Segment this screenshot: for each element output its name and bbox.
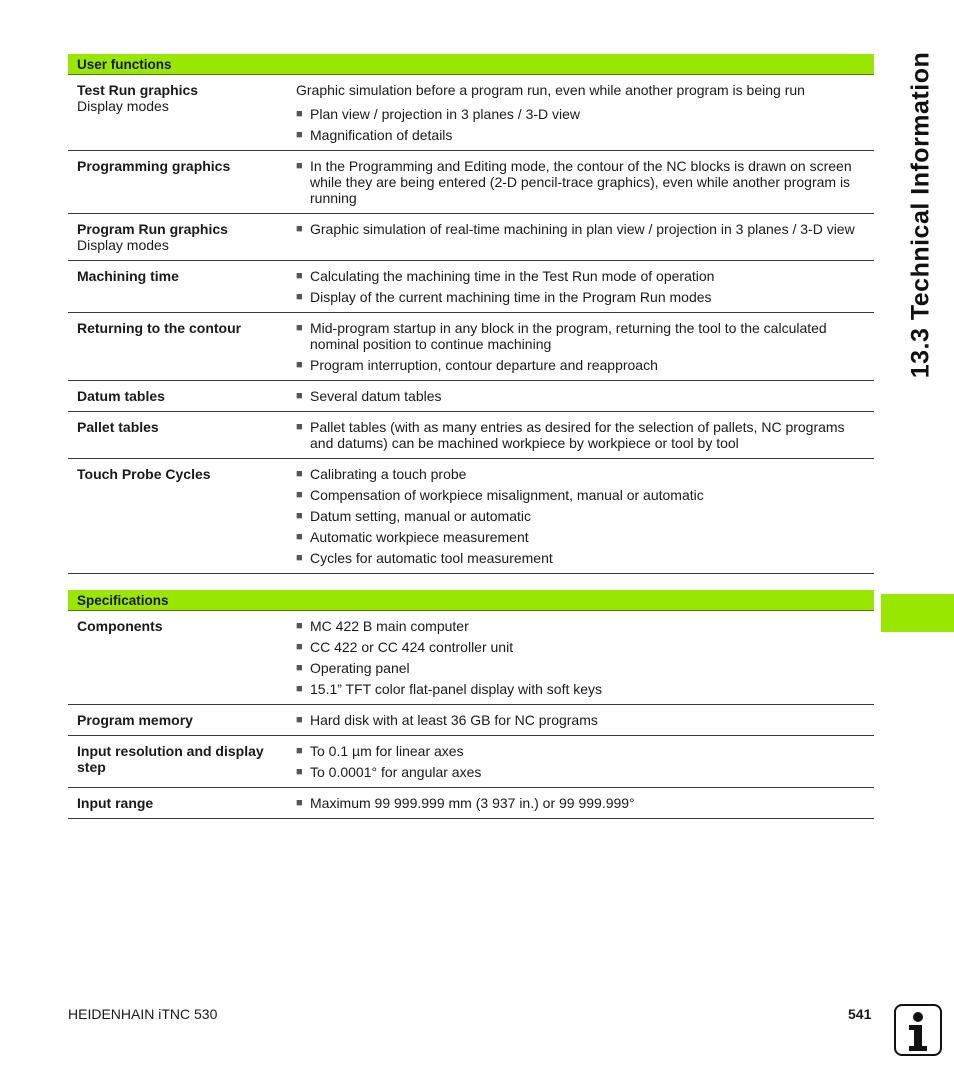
list-item-text: Mid-program startup in any block in the program, returning the tool to the calculated nominal position to continue machining	[310, 320, 827, 352]
list-item	[296, 529, 866, 545]
row-title: Input range	[77, 795, 154, 811]
square-bullet-icon: ■	[296, 766, 303, 778]
list-item-text: In the Programming and Editing mode, the contour of the NC blocks is drawn on screen while they are being entered (2-D pencil-trace graphics), even while another program is running	[310, 158, 852, 206]
square-bullet-icon: ■	[296, 160, 303, 172]
table-row	[68, 788, 874, 819]
row-label	[68, 388, 296, 404]
section-title-vertical	[899, 50, 943, 380]
row-value	[296, 221, 874, 253]
list-item-text: Program interruption, contour departure and reapproach	[310, 357, 658, 373]
table-row	[68, 705, 874, 736]
list-item	[296, 221, 866, 237]
row-subtitle: Display modes	[77, 98, 169, 114]
square-bullet-icon: ■	[296, 489, 303, 501]
square-bullet-icon: ■	[296, 552, 303, 564]
square-bullet-icon: ■	[296, 468, 303, 480]
list-item	[296, 466, 866, 482]
row-label	[68, 221, 296, 253]
row-label	[68, 268, 296, 305]
list-item	[296, 357, 866, 373]
row-title: Program Run graphics	[77, 221, 228, 237]
square-bullet-icon: ■	[296, 797, 303, 809]
table-row	[68, 459, 874, 574]
user-functions-table	[68, 54, 874, 574]
square-bullet-icon: ■	[296, 662, 303, 674]
row-label	[68, 82, 296, 143]
square-bullet-icon: ■	[296, 510, 303, 522]
table-row	[68, 313, 874, 381]
list-item	[296, 419, 866, 451]
list-item	[296, 639, 866, 655]
list-item	[296, 289, 866, 305]
row-label	[68, 320, 296, 373]
row-label	[68, 466, 296, 566]
specifications-header: Specifications	[68, 590, 874, 611]
row-value	[296, 388, 874, 404]
square-bullet-icon: ■	[296, 683, 303, 695]
row-description: Graphic simulation before a program run, even while another program is being run	[296, 82, 805, 98]
table-row	[68, 412, 874, 459]
list-item-text: Automatic workpiece measurement	[310, 529, 529, 545]
specifications-table	[68, 590, 874, 819]
list-item-text: Pallet tables (with as many entries as desired for the selection of pallets, NC programs and datums) can be machined workpiece by workpiece or tool by tool	[310, 419, 845, 451]
user-functions-header: User functions	[68, 54, 874, 75]
square-bullet-icon: ■	[296, 291, 303, 303]
row-value	[296, 268, 874, 305]
list-item	[296, 795, 866, 811]
square-bullet-icon: ■	[296, 270, 303, 282]
list-item	[296, 127, 866, 143]
list-item-text: Plan view / projection in 3 planes / 3-D view	[310, 106, 581, 122]
row-title: Pallet tables	[77, 419, 159, 435]
list-item-text: To 0.0001° for angular axes	[310, 764, 482, 780]
list-item	[296, 158, 866, 206]
table-row	[68, 261, 874, 313]
list-item-text: Graphic simulation of real-time machining in plan view / projection in 3 planes / 3-D view	[310, 221, 855, 237]
info-icon	[894, 1004, 942, 1056]
row-value	[296, 158, 874, 206]
list-item	[296, 487, 866, 503]
row-value	[296, 419, 874, 451]
list-item	[296, 106, 866, 122]
table-row	[68, 214, 874, 261]
list-item-text: Cycles for automatic tool measurement	[310, 550, 553, 566]
square-bullet-icon: ■	[296, 531, 303, 543]
row-label	[68, 419, 296, 451]
list-item	[296, 388, 866, 404]
row-title: Program memory	[77, 712, 193, 728]
square-bullet-icon: ■	[296, 620, 303, 632]
list-item-text: CC 422 or CC 424 controller unit	[310, 639, 514, 655]
list-item	[296, 320, 866, 352]
square-bullet-icon: ■	[296, 223, 303, 235]
list-item-text: Display of the current machining time in the Program Run modes	[310, 289, 712, 305]
page-number: 541	[848, 1006, 872, 1022]
list-item	[296, 508, 866, 524]
row-value	[296, 795, 874, 811]
table-row	[68, 151, 874, 214]
list-item-text: Magnification of details	[310, 127, 453, 143]
row-value	[296, 712, 874, 728]
list-item-text: Several datum tables	[310, 388, 442, 404]
table-row	[68, 75, 874, 151]
list-item	[296, 681, 866, 697]
row-label	[68, 158, 296, 206]
row-value	[296, 320, 874, 373]
list-item	[296, 268, 866, 284]
chapter-tab-marker	[881, 594, 954, 632]
row-title: Touch Probe Cycles	[77, 466, 211, 482]
square-bullet-icon: ■	[296, 129, 303, 141]
row-title: Test Run graphics	[77, 82, 199, 98]
row-title: Programming graphics	[77, 158, 231, 174]
row-label	[68, 795, 296, 811]
list-item-text: Maximum 99 999.999 mm (3 937 in.) or 99 999.999°	[310, 795, 635, 811]
row-label	[68, 618, 296, 697]
row-value	[296, 466, 874, 566]
table-row	[68, 381, 874, 412]
list-item-text: 15.1” TFT color flat-panel display with soft keys	[310, 681, 603, 697]
row-value	[296, 82, 874, 143]
row-title: Input resolution and display step	[77, 743, 264, 775]
row-title: Machining time	[77, 268, 179, 284]
specifications-rows	[68, 611, 874, 819]
list-item	[296, 618, 866, 634]
list-item-text: Calibrating a touch probe	[310, 466, 467, 482]
row-label	[68, 743, 296, 780]
list-item-text: Operating panel	[310, 660, 410, 676]
list-item-text: To 0.1 µm for linear axes	[310, 743, 464, 759]
square-bullet-icon: ■	[296, 390, 303, 402]
square-bullet-icon: ■	[296, 108, 303, 120]
square-bullet-icon: ■	[296, 745, 303, 757]
list-item	[296, 660, 866, 676]
manual-title: HEIDENHAIN iTNC 530	[68, 1006, 218, 1022]
list-item	[296, 764, 866, 780]
user-functions-rows	[68, 75, 874, 574]
row-title: Components	[77, 618, 163, 634]
row-title: Datum tables	[77, 388, 165, 404]
table-row	[68, 736, 874, 788]
list-item-text: Datum setting, manual or automatic	[310, 508, 531, 524]
row-value	[296, 618, 874, 697]
square-bullet-icon: ■	[296, 641, 303, 653]
table-row	[68, 611, 874, 705]
square-bullet-icon: ■	[296, 421, 303, 433]
list-item	[296, 712, 866, 728]
list-item-text: Calculating the machining time in the Test Run mode of operation	[310, 268, 715, 284]
square-bullet-icon: ■	[296, 322, 303, 334]
list-item-text: MC 422 B main computer	[310, 618, 469, 634]
list-item-text: Compensation of workpiece misalignment, manual or automatic	[310, 487, 704, 503]
row-subtitle: Display modes	[77, 237, 169, 253]
list-item	[296, 550, 866, 566]
row-label	[68, 712, 296, 728]
row-value	[296, 743, 874, 780]
list-item	[296, 743, 866, 759]
square-bullet-icon: ■	[296, 714, 303, 726]
square-bullet-icon: ■	[296, 359, 303, 371]
list-item-text: Hard disk with at least 36 GB for NC programs	[310, 712, 598, 728]
section-title-text: 13.3 Technical Information	[906, 51, 935, 379]
row-title: Returning to the contour	[77, 320, 242, 336]
